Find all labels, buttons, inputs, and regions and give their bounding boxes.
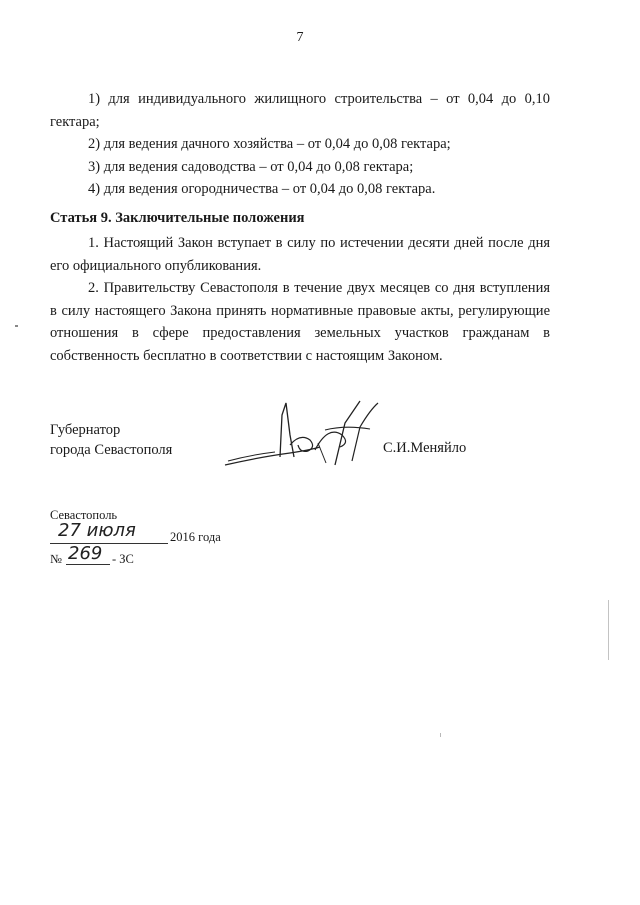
number-underline	[66, 564, 110, 565]
date-year: 2016 года	[170, 530, 221, 544]
scan-speck	[608, 600, 609, 660]
number-sign: №	[50, 552, 62, 566]
law-number-line	[50, 543, 250, 570]
list-item-1: 1) для индивидуального жилищного строительства – от 0,04 до 0,10 гектара;	[50, 91, 550, 130]
paragraph-2: 2. Правительству Севастополя в течение двух месяцев со дня вступления в силу настоящего Закона принять нормативные правовые акты, регулирующие отношения в сфере предоставления земельных участков гражданам в собственность бесплатно в соответствии с настоящим Законом.	[50, 280, 550, 364]
city: Севастополь	[50, 508, 118, 522]
handwritten-signature	[220, 395, 385, 475]
article-heading: Статья 9. Заключительные положения	[50, 210, 305, 226]
list-item-2: 2) для ведения дачного хозяйства – от 0,04 до 0,08 гектара;	[88, 136, 451, 152]
list-item-3: 3) для ведения садоводства – от 0,04 до 0,08 гектара;	[88, 158, 414, 175]
signatory-title-line2: города Севастополя	[50, 442, 173, 458]
scan-speck	[15, 325, 18, 327]
area-list	[50, 88, 550, 201]
scan-speck	[440, 733, 441, 737]
signatory-name: С.И.Меняйло	[383, 440, 467, 456]
handwritten-number: 269	[68, 543, 103, 564]
page-number: 7	[296, 30, 304, 45]
signatory-title	[50, 420, 172, 460]
signatory-title-line1: Губернатор	[50, 422, 121, 438]
handwritten-date: 27 июля	[58, 520, 136, 541]
list-item-4: 4) для ведения огородничества – от 0,04 до 0,08 гектара.	[88, 181, 436, 197]
number-suffix: - ЗС	[112, 552, 134, 566]
final-provisions	[50, 232, 550, 367]
paragraph-1: 1. Настоящий Закон вступает в силу по истечении десяти дней после дня его официального опубликования.	[50, 235, 550, 274]
